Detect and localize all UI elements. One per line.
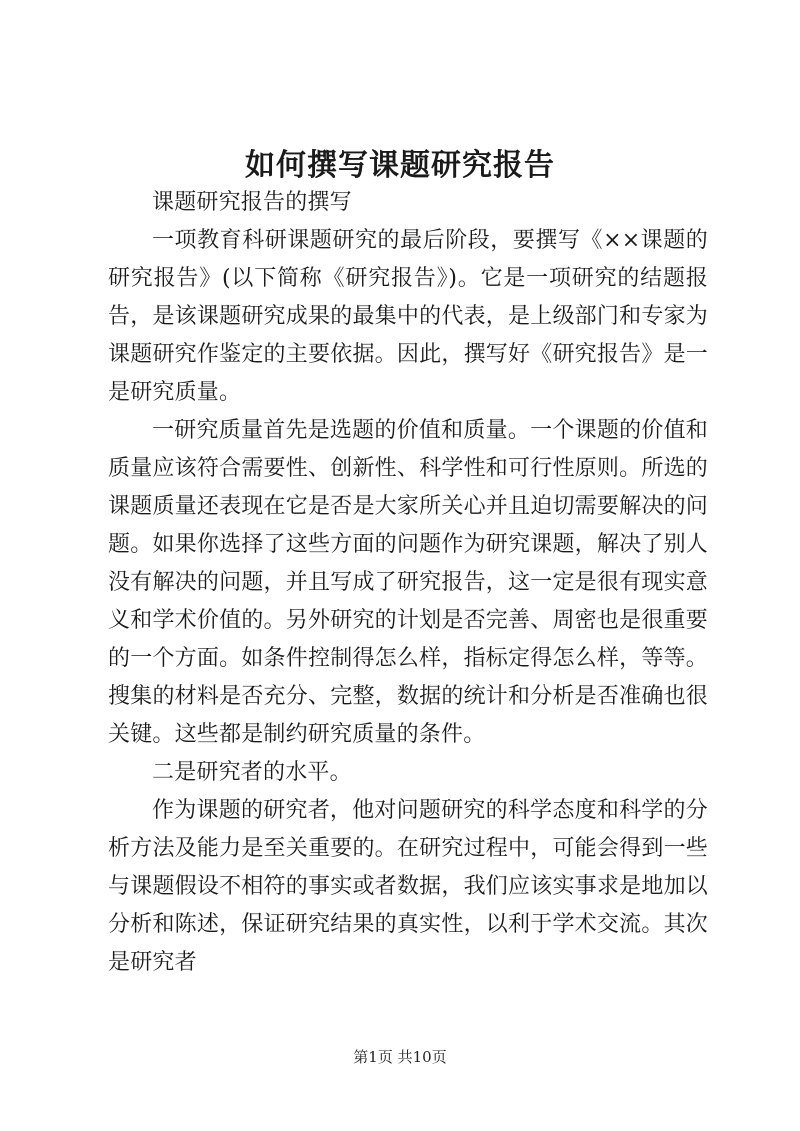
paragraph: 一项教育科研课题研究的最后阶段，要撰写《××课题的研究报告》(以下简称《研究报告》)。它是一项研究的结题报告，是该课题研究成果的最集中的代表，是上级部门和专家为课题研究作鉴定的主要依据。因此，撰写好《研究报告》是一是研究质量。 (108, 228, 708, 405)
paragraph: 作为课题的研究者，他对问题研究的科学态度和科学的分析方法及能力是至关重要的。在研究过程中，可能会得到一些与课题假设不相符的事实或者数据，我们应该实事求是地加以分析和陈述，保证研究结果的真实性，以利于学术交流。其次是研究者 (108, 798, 708, 975)
paragraph: 一研究质量首先是选题的价值和质量。一个课题的价值和质量应该符合需要性、创新性、科学性和可行性原则。所选的课题质量还表现在它是否是大家所关心并且迫切需要解决的问题。如果你选择了这些方面的问题作为研究课题，解决了别人没有解决的问题，并且写成了研究报告，这一定是很有现实意义和学术价值的。另外研究的计划是否完善、周密也是很重要的一个方面。如条件控制得怎么样，指标定得怎么样，等等。搜集的材料是否充分、完整，数据的统计和分析是否准确也很关键。这些都是制约研究质量的条件。 (108, 418, 708, 747)
document-body (108, 184, 708, 982)
paragraph: 课题研究报告的撰写 (152, 190, 352, 215)
page-footer: 第1页 共10页 (353, 1048, 447, 1066)
paragraph: 二是研究者的水平。 (152, 760, 352, 785)
document-title: 如何撰写课题研究报告 (245, 148, 555, 183)
